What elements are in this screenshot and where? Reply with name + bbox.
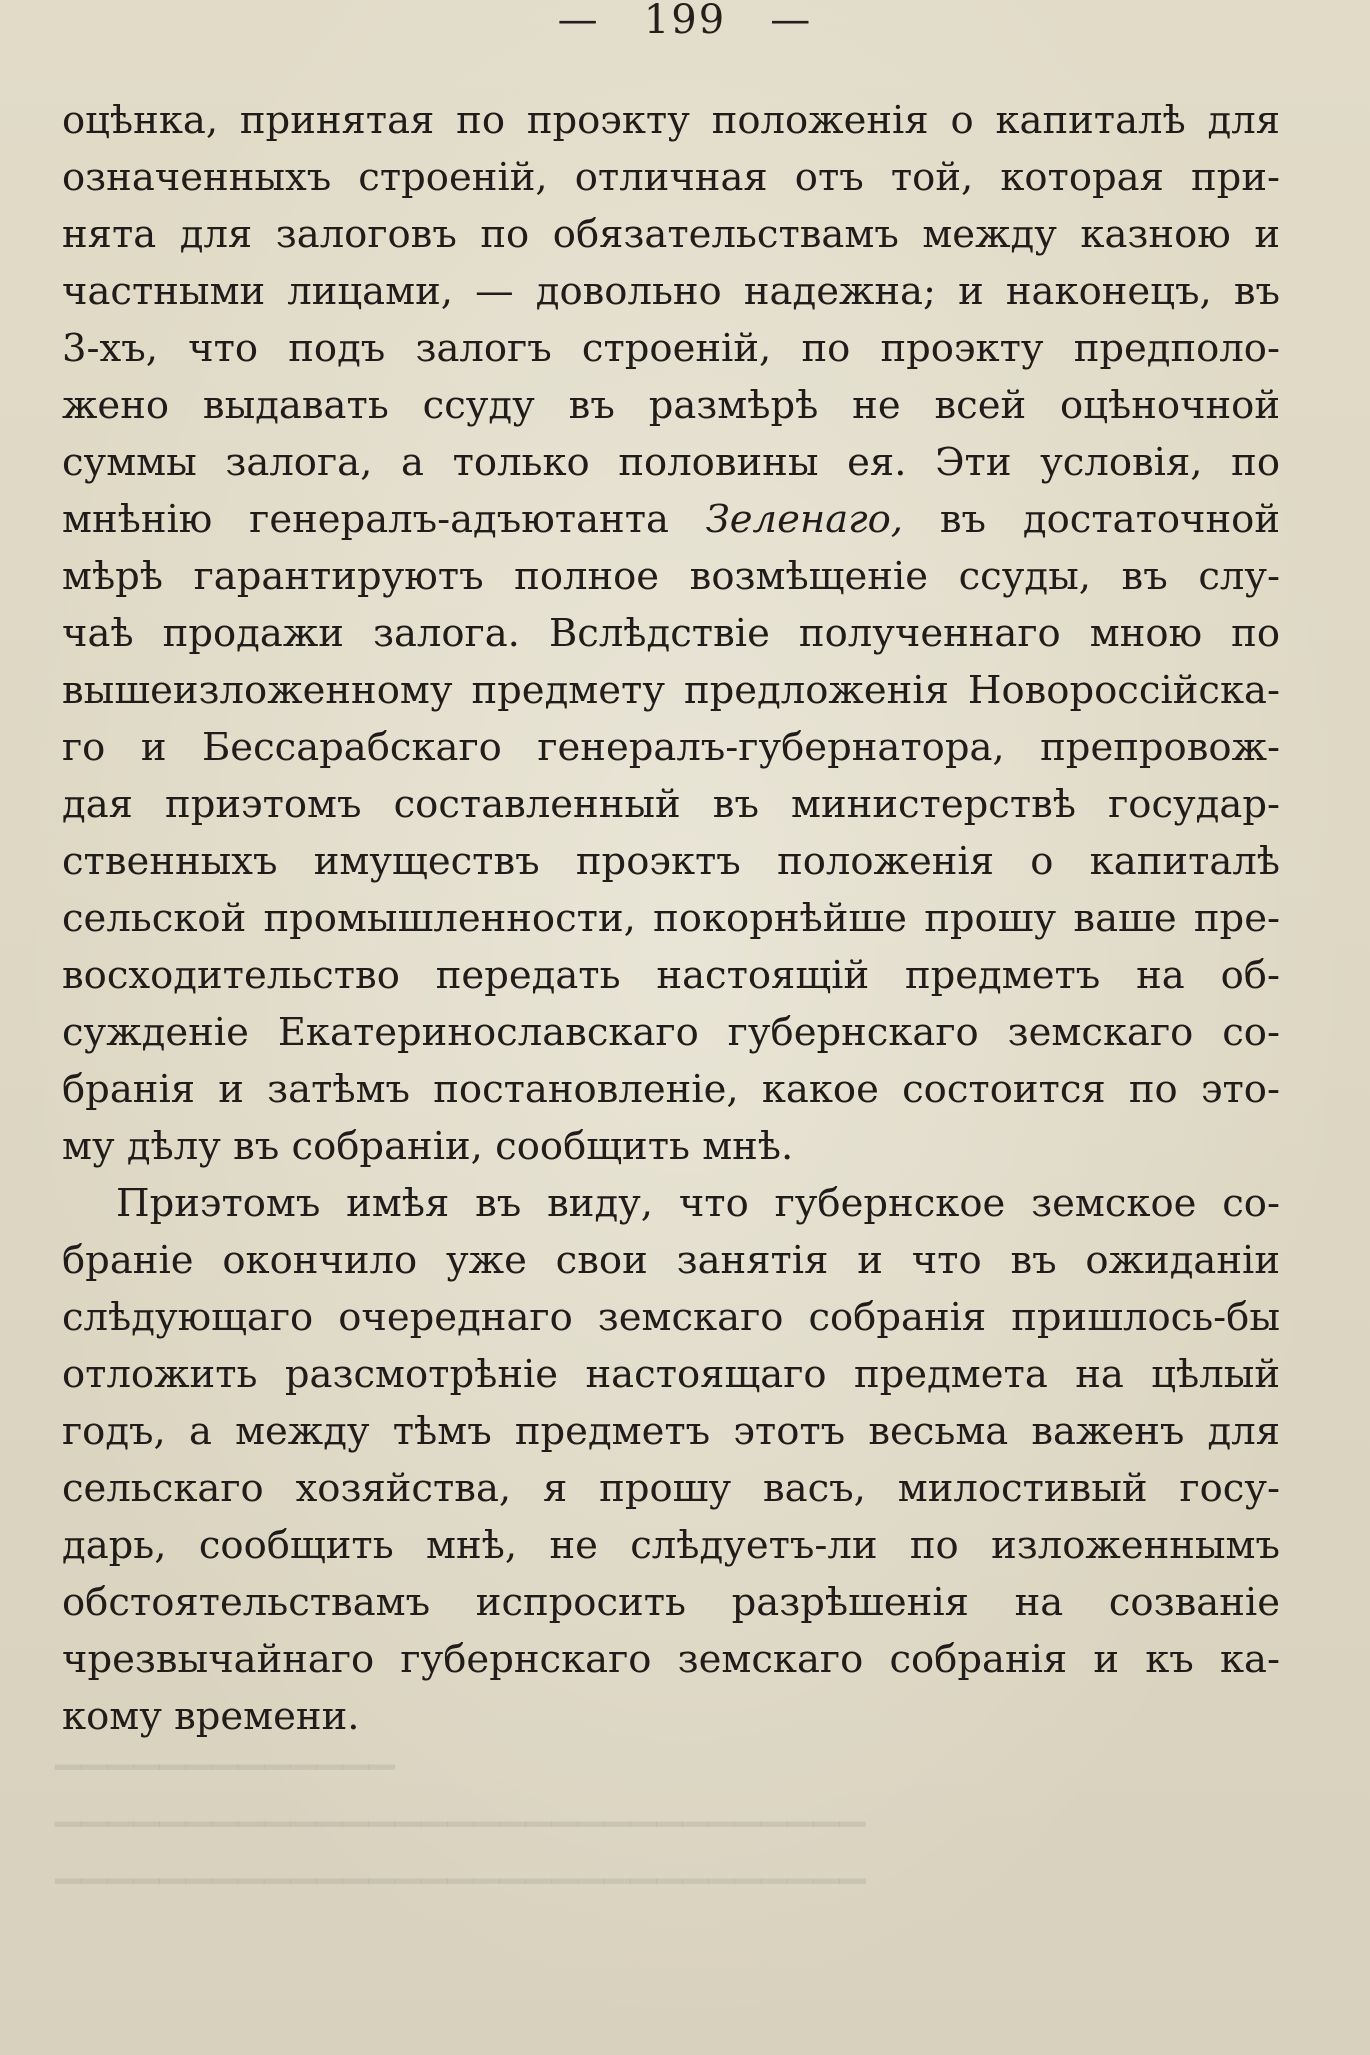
text-line: жено выдавать ссуду въ размѣрѣ не всей оцѣночной [62, 383, 1280, 428]
text-line: сельской промышленности, покорнѣйше прошу ваше пре- [62, 896, 1280, 941]
text-line: мѣрѣ гарантируютъ полное возмѣщеніе ссуды, въ слу- [62, 554, 1280, 599]
text-line: 3-хъ, что подъ залогъ строеній, по проэкту предполо- [62, 326, 1280, 371]
text-line: го и Бессарабскаго генералъ-губернатора, препровож- [62, 725, 1280, 770]
text-line: чрезвычайнаго губернскаго земскаго собранія и къ ка- [62, 1637, 1280, 1682]
text-line: сельскаго хозяйства, я прошу васъ, милостивый госу- [62, 1466, 1280, 1511]
text-line: бранія и затѣмъ постановленіе, какое состоится по это- [62, 1067, 1280, 1112]
text-line: суммы залога, а только половины ея. Эти условія, по [62, 440, 1280, 485]
text-line: оцѣнка, принятая по проэкту положенія о капиталѣ для [62, 98, 1280, 143]
text-line: нята для залоговъ по обязательствамъ между казною и [62, 212, 1280, 257]
italic-surname: Зеленаго, [705, 497, 904, 542]
text-line: восходительство передать настоящій предметъ на об- [62, 953, 1280, 998]
text-line: кому времени. [62, 1694, 360, 1739]
text-line: отложить разсмотрѣніе настоящаго предмета на цѣлый [62, 1352, 1280, 1397]
text-line: годъ, а между тѣмъ предметъ этотъ весьма важенъ для [62, 1409, 1280, 1454]
text-line: обстоятельствамъ испросить разрѣшенія на созваніе [62, 1580, 1280, 1625]
text-line: сужденіе Екатеринославскаго губернскаго земскаго со- [62, 1010, 1280, 1055]
text-line: означенныхъ строеній, отличная отъ той, которая при- [62, 155, 1280, 200]
text-line: вышеизложенному предмету предложенія Новороссійска- [62, 668, 1280, 713]
text-line: дарь, сообщить мнѣ, не слѣдуетъ-ли по изложеннымъ [62, 1523, 1280, 1568]
text-line: браніе окончило уже свои занятія и что въ ожиданіи [62, 1238, 1280, 1283]
text-line: дая приэтомъ составленный въ министерствѣ государ- [62, 782, 1280, 827]
text-line: ственныхъ имуществъ проэктъ положенія о капиталѣ [62, 839, 1280, 884]
body-text [62, 92, 1280, 1745]
paragraph-first-line: Приэтомъ имѣя въ виду, что губернское земское со- [116, 1181, 1280, 1226]
text-line: му дѣлу въ собраніи, сообщить мнѣ. [62, 1124, 794, 1169]
page-number: — 199 — [557, 0, 813, 43]
text-line-with-italic-name [62, 491, 1280, 548]
text-line: чаѣ продажи залога. Вслѣдствіе полученнаго мною по [62, 611, 1280, 656]
text-segment: мнѣнію генералъ-адъютанта [62, 497, 706, 542]
text-line: частными лицами, — довольно надежна; и наконецъ, въ [62, 269, 1280, 314]
text-segment: въ достаточной [903, 497, 1281, 542]
text-line: слѣдующаго очереднаго земскаго собранія пришлось-бы [62, 1295, 1280, 1340]
bleed-through-decoration: ▔▔▔▔▔▔▔▔▔▔▔▔▔▔▔▔▔▔▔▔▔▔▔▔▔▔▔▔▔▔▔ ▔▔▔▔▔▔▔▔▔▔▔▔▔▔▔▔▔▔▔▔▔▔▔▔▔▔▔▔▔▔▔ ▔▔▔▔▔▔▔▔▔▔▔▔▔ [55, 1729, 866, 1883]
